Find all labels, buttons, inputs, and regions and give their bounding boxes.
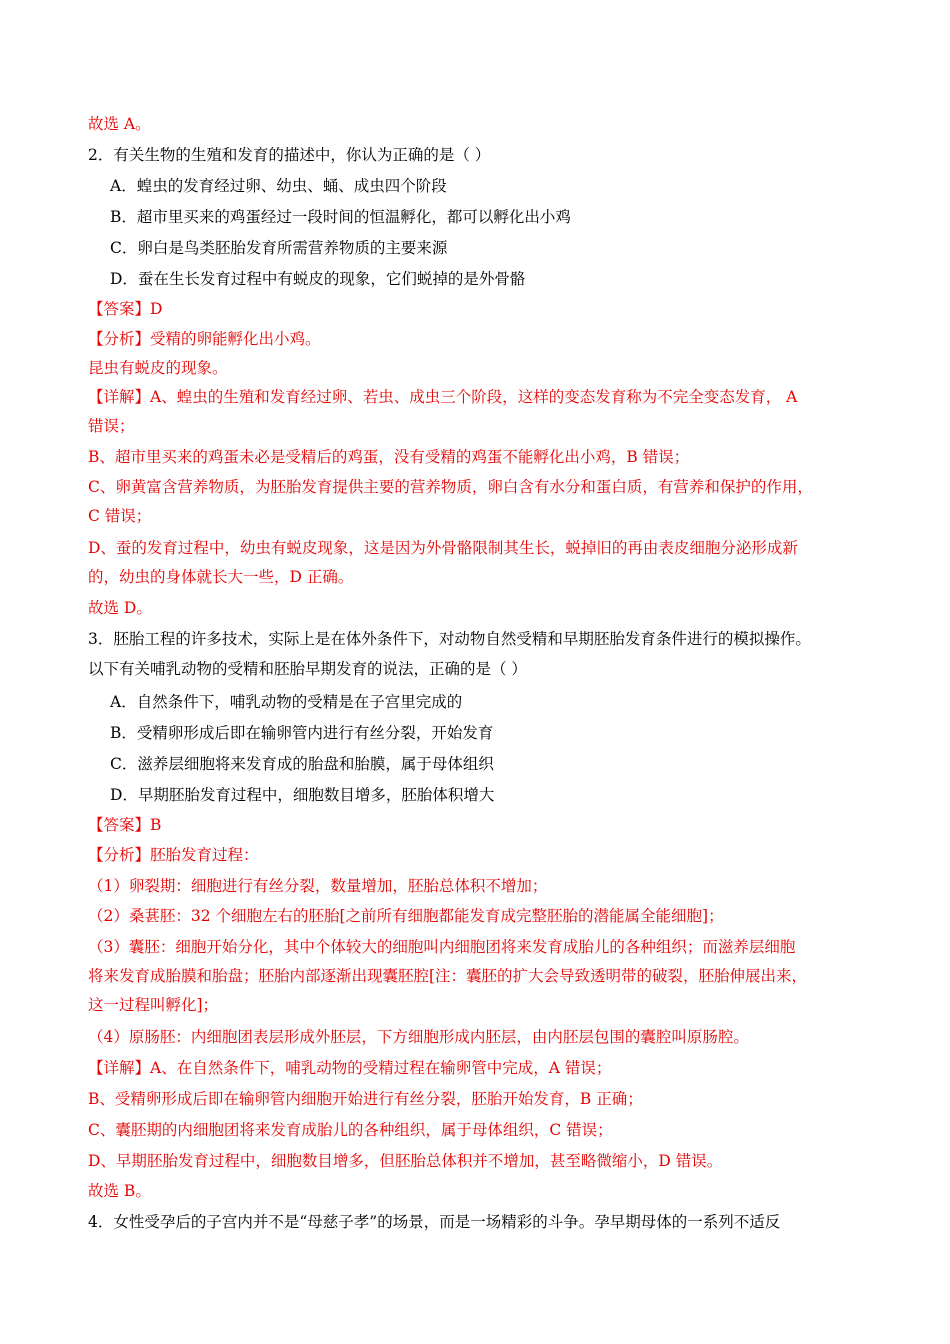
question-2-conclusion: 故选 D。	[88, 599, 152, 617]
question-3-analysis-3-cont: 将来发育成胎膜和胎盘；胚胎内部逐渐出现囊胚腔[注：囊胚的扩大会导致透明带的破裂，胚胎伸展出来，	[88, 967, 808, 985]
question-2-detail-c-cont: C 错误；	[88, 507, 152, 525]
question-3-stem-cont: 以下有关哺乳动物的受精和胚胎早期发育的说法，正确的是（ ）	[88, 660, 527, 678]
question-3-analysis-4: （4）原肠胚：内细胞团表层形成外胚层，下方细胞形成内胚层，由内胚层包围的囊腔叫原肠腔。	[88, 1028, 749, 1046]
question-3-detail-a: 【详解】A、在自然条件下，哺乳动物的受精过程在输卵管中完成，A 错误；	[88, 1059, 612, 1077]
question-3-analysis-1: （1）卵裂期：细胞进行有丝分裂，数量增加，胚胎总体积不增加；	[88, 877, 548, 895]
question-3-analysis-2: （2）桑葚胚：32 个细胞左右的胚胎[之前所有细胞都能发育成完整胚胎的潜能属全能细胞]；	[88, 907, 724, 925]
question-4-stem: 4．女性受孕后的子宫内并不是“母慈子孝”的场景，而是一场精彩的斗争。孕早期母体的一系列不适反	[88, 1213, 781, 1231]
question-3-option-b: B．受精卵形成后即在输卵管内进行有丝分裂，开始发育	[110, 724, 494, 742]
question-3-answer: 【答案】B	[88, 816, 162, 834]
question-3-detail-c: C、囊胚期的内细胞团将来发育成胎儿的各种组织，属于母体组织，C 错误；	[88, 1121, 613, 1139]
question-2-option-d: D．蚕在生长发育过程中有蜕皮的现象，它们蜕掉的是外骨骼	[110, 270, 526, 288]
answer-conclusion-1: 故选 A。	[88, 115, 151, 133]
question-3-analysis-3: （3）囊胚：细胞开始分化，其中个体较大的细胞叫内细胞团将来发育成胎儿的各种组织；而滋养层细胞	[88, 938, 796, 956]
question-2-stem: 2．有关生物的生殖和发育的描述中，你认为正确的是（ ）	[88, 146, 491, 164]
question-2-answer: 【答案】D	[88, 300, 163, 318]
question-3-analysis: 【分析】胚胎发育过程：	[88, 846, 259, 864]
question-2-detail-a-cont: 错误；	[88, 417, 135, 435]
question-2-detail-a: 【详解】A、蝗虫的生殖和发育经过卵、若虫、成虫三个阶段，这样的变态发育称为不完全变态发育， A	[88, 388, 798, 406]
question-2-analysis: 【分析】受精的卵能孵化出小鸡。	[88, 330, 321, 348]
question-2-detail-d-cont: 的，幼虫的身体就长大一些，D 正确。	[88, 568, 354, 586]
question-3-option-a: A．自然条件下，哺乳动物的受精是在子宫里完成的	[110, 693, 463, 711]
question-2-option-a: A．蝗虫的发育经过卵、幼虫、蛹、成虫四个阶段	[110, 177, 447, 195]
question-3-detail-d: D、早期胚胎发育过程中，细胞数目增多，但胚胎总体积并不增加，甚至略微缩小，D 错误。	[88, 1152, 723, 1170]
question-3-analysis-3-cont2: 这一过程叫孵化]；	[88, 996, 219, 1014]
question-2-analysis-line: 昆虫有蜕皮的现象。	[88, 359, 228, 377]
question-2-option-c: C．卵白是鸟类胚胎发育所需营养物质的主要来源	[110, 239, 448, 257]
question-3-detail-b: B、受精卵形成后即在输卵管内细胞开始进行有丝分裂，胚胎开始发育，B 正确；	[88, 1090, 643, 1108]
question-2-detail-d: D、蚕的发育过程中，幼虫有蜕皮现象，这是因为外骨骼限制其生长，蜕掉旧的再由表皮细胞分泌形成新	[88, 539, 798, 557]
question-2-detail-c: C、卵黄富含营养物质，为胚胎发育提供主要的营养物质，卵白含有水分和蛋白质，有营养和保护的作用，	[88, 478, 813, 496]
question-2-option-b: B．超市里买来的鸡蛋经过一段时间的恒温孵化，都可以孵化出小鸡	[110, 208, 571, 226]
question-3-conclusion: 故选 B。	[88, 1182, 151, 1200]
question-3-stem: 3．胚胎工程的许多技术，实际上是在体外条件下，对动物自然受精和早期胚胎发育条件进行的模拟操作。	[88, 630, 811, 648]
question-2-detail-b: B、超市里买来的鸡蛋未必是受精后的鸡蛋，没有受精的鸡蛋不能孵化出小鸡，B 错误；	[88, 448, 690, 466]
question-3-option-d: D．早期胚胎发育过程中，细胞数目增多，胚胎体积增大	[110, 786, 495, 804]
question-3-option-c: C．滋养层细胞将来发育成的胎盘和胎膜，属于母体组织	[110, 755, 494, 773]
